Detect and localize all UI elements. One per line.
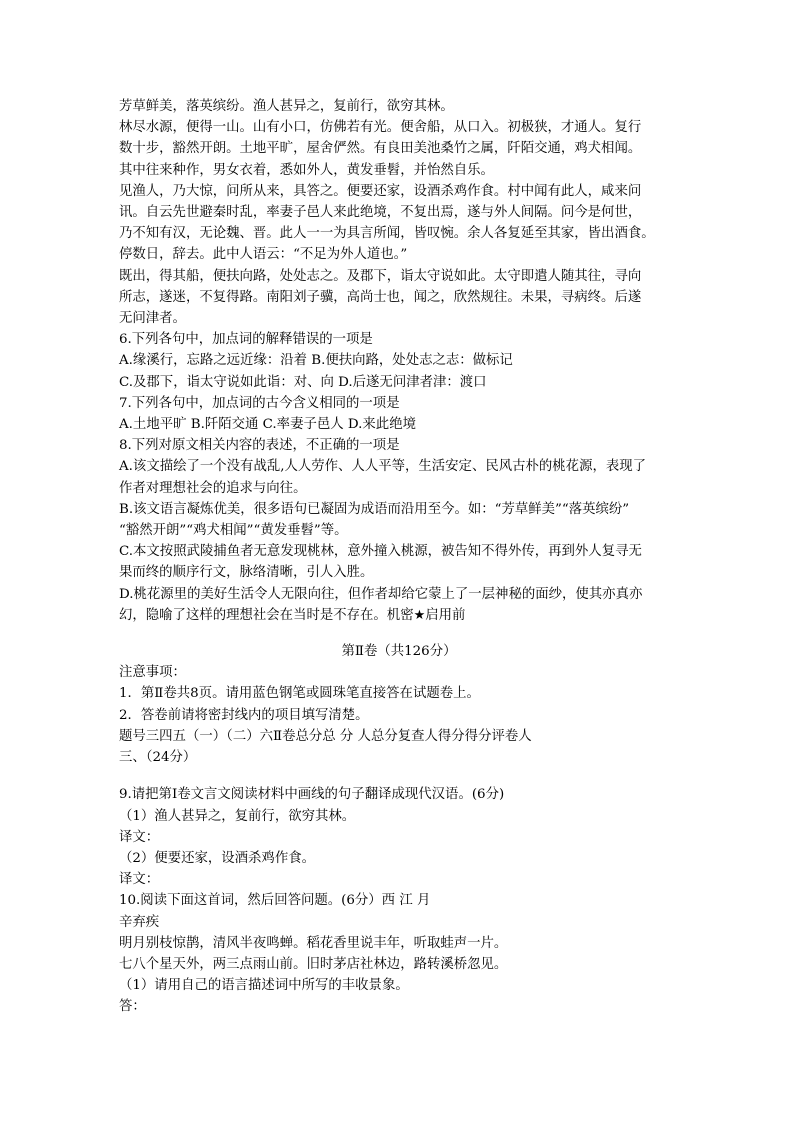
passage-line: 无问津者。 <box>119 311 186 327</box>
poem-line-2: 七八个星天外，两三点雨山前。旧时茅店社林边，路转溪桥忽见。 <box>119 956 508 972</box>
question-10 <box>119 890 679 1017</box>
poem-author: 辛弃疾 <box>119 914 160 930</box>
notes-heading: 注意事项： <box>119 665 186 681</box>
section2-title: 第Ⅱ卷（共126分） <box>341 644 457 660</box>
poem-line-1: 明月别枝惊鹊，清风半夜鸣蝉。稻花香里说丰年，听取蛙声一片。 <box>119 935 508 951</box>
passage-line: 芳草鲜美，落英缤纷。渔人甚异之，复前行，欲穷其林。 <box>119 99 454 114</box>
question-8-option-c-cont: 果而终的顺序行文，脉络清晰，引人入胜。 <box>119 565 374 581</box>
passage-line: 乃不知有汉，无论魏、晋。此人一一为具言所闻，皆叹惋。余人各复延至其家，皆出酒食。 <box>119 226 655 242</box>
answer-label: 译文： <box>119 829 160 845</box>
question-7-options: A.土地平旷 B.阡陌交通 C.率妻子邑人 D.来此绝境 <box>119 417 416 433</box>
question-9-item-2: （2）便要还家，设酒杀鸡作食。 <box>119 850 315 866</box>
score-table-header: 题号三四五（一）（二）六Ⅱ卷总分总 分 人总分复查人得分得分评卷人 <box>119 728 532 744</box>
star-icon: ★ <box>413 607 426 623</box>
passage-line: 讯。自云先世避秦时乱，率妻子邑人来此绝境，不复出焉，遂与外人间隔。问今是何世， <box>119 205 642 221</box>
question-8-stem: 8.下列对原文相关内容的表述，不正确的一项是 <box>119 438 400 454</box>
passage-line: 所志，遂迷，不复得路。南阳刘子骥，高尚士也，闻之，欣然规往。未果，寻病终。后遂 <box>119 289 642 305</box>
question-8-option-b: B.该文语言凝炼优美，很多语句已凝固为成语而沿用至今。如：“芳草鲜美”“落英缤纷” <box>119 501 630 517</box>
notes-item-1: 1．第Ⅱ卷共8页。请用蓝色钢笔或圆珠笔直接答在试题卷上。 <box>119 686 480 702</box>
question-9 <box>119 784 679 890</box>
question-6-options-cd: C.及郡下，诣太守说如此诣：对、向 D.后遂无问津者津：渡口 <box>119 374 487 390</box>
questions-part1 <box>119 329 679 626</box>
question-8-option-a-cont: 作者对理想社会的追求与向往。 <box>119 480 307 496</box>
passage-line: 林尽水源，便得一山。山有小口，仿佛若有光。便舍船，从口入。初极狭，才通人。复行 <box>119 120 642 136</box>
question-7-stem: 7.下列各句中，加点词的古今含义相同的一项是 <box>119 395 400 411</box>
notes <box>119 662 679 768</box>
question-10-stem: 10.阅读下面这首词，然后回答问题。(6分）西 江 月 <box>119 893 431 909</box>
passage-line: 停数日，辞去。此中人语云：“不足为外人道也。” <box>119 247 408 263</box>
passage-line: 数十步，豁然开朗。土地平旷，屋舍俨然。有良田美池桑竹之属，阡陌交通，鸡犬相闻。 <box>119 141 642 157</box>
passage-line: 其中往来种作，男女衣着，悉如外人，黄发垂髫，并怡然自乐。 <box>119 162 494 178</box>
last-line-text: 幻，隐喻了这样的理想社会在当时是不存在。机密 <box>119 607 414 623</box>
question-6-options-ab: A.缘溪行，忘路之远近缘：沿着 B.便扶向路，处处志之志：做标记 <box>119 353 513 369</box>
question-8-option-d-cont <box>119 605 679 626</box>
section-3-heading: 三、（24分） <box>119 750 197 766</box>
question-8-option-c: C.本文按照武陵捕鱼者无意发现桃林，意外撞入桃源，被告知不得外传，再到外人复寻无 <box>119 544 642 560</box>
last-line-suffix: 启用前 <box>425 607 466 623</box>
answer-label: 译文： <box>119 872 160 888</box>
question-9-item-1: （1）渔人甚异之，复前行，欲穷其林。 <box>119 808 356 824</box>
question-9-stem: 9.请把第Ⅰ卷文言文阅读材料中画线的句子翻译成现代汉语。(6分) <box>119 787 505 803</box>
question-8-option-a: A.该文描绘了一个没有战乱,人人劳作、人人平等，生活安定、民风古朴的桃花源，表现了 <box>119 459 647 475</box>
answer-label: 答： <box>119 999 146 1015</box>
question-10-item-1: （1）请用自己的语言描述词中所写的丰收景象。 <box>119 978 409 994</box>
notes-item-2: 2．答卷前请将密封线内的项目填写清楚。 <box>119 707 369 723</box>
question-6-stem: 6.下列各句中，加点词的解释错误的一项是 <box>119 332 373 348</box>
question-8-option-d: D.桃花源里的美好生活令人无限向往，但作者却给它蒙上了一层神秘的面纱，使其亦真亦 <box>119 586 643 602</box>
question-8-option-b-cont: “豁然开朗”“鸡犬相闻”“黄发垂髫”等。 <box>119 523 348 539</box>
exam-page <box>119 96 679 1018</box>
passage-line: 既出，得其船，便扶向路，处处志之。及郡下，诣太守说如此。太守即遣人随其往，寻向 <box>119 268 642 284</box>
passage <box>119 96 679 329</box>
passage-line: 见渔人，乃大惊，问所从来，具答之。便要还家，设酒杀鸡作食。村中闻有此人，咸来问 <box>119 183 642 199</box>
